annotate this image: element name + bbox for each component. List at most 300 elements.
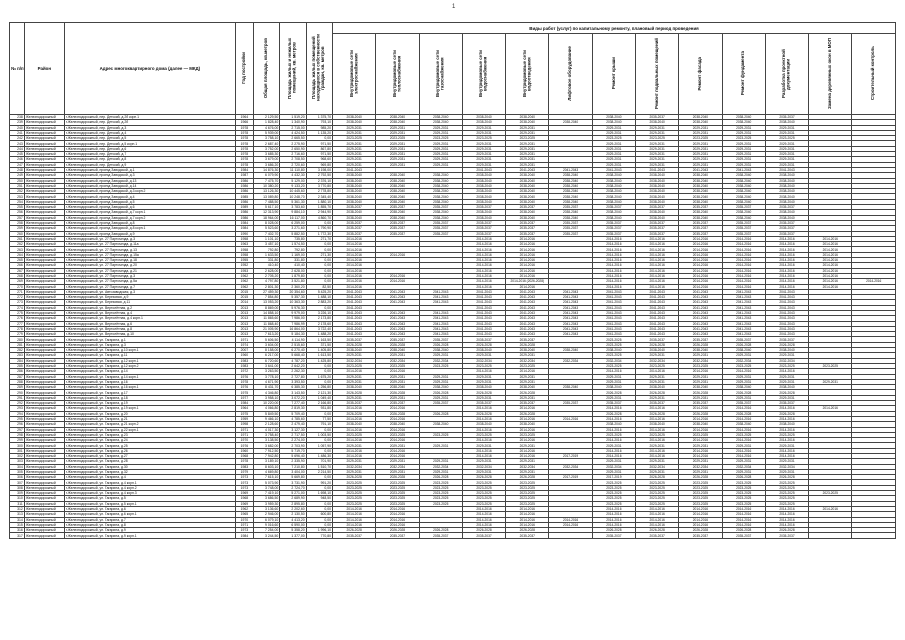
- cell-area: 792,80: [253, 247, 279, 252]
- header-area-state: Площадь жилых помещений находящихся в собственности граждан, кв. метров: [306, 23, 332, 115]
- cell-period: 2029-2031: [506, 469, 549, 474]
- cell-num: 317: [10, 533, 25, 538]
- cell-addr: г.Железнодорожный, ул. Вертолётная, д.6: [64, 321, 235, 326]
- cell-dist: Железнодорожный: [24, 295, 64, 300]
- cell-period: 2038-2040: [506, 348, 549, 353]
- cell-area: 1 633,50: [253, 252, 279, 257]
- cell-area3: 1 486,30: [306, 454, 332, 459]
- cell-area3: 2 214,50: [306, 469, 332, 474]
- cell-num: 279: [10, 332, 25, 337]
- cell-period: 2035-2037: [419, 337, 462, 342]
- cell-period: 2014-2016: [592, 512, 635, 517]
- cell-period: 2038-2040: [333, 215, 376, 220]
- cell-period: 2023-2025: [765, 136, 808, 141]
- cell-period: 2029-2031: [635, 152, 678, 157]
- cell-period: 2014-2016: [333, 517, 376, 522]
- cell-period: 2029-2031: [462, 130, 505, 135]
- cell-period: 2041-2043: [333, 300, 376, 305]
- cell-period: 2014-2016: [462, 522, 505, 527]
- cell-period: 2029-2031: [635, 353, 678, 358]
- cell-yr: 1959: [235, 416, 253, 421]
- cell-yr: 1985: [235, 194, 253, 199]
- cell-yr: 1970: [235, 517, 253, 522]
- cell-addr: г.Железнодорожный, пер. Детский, д.4: [64, 130, 235, 135]
- cell-period: 2029-2031: [679, 141, 722, 146]
- cell-yr: 1958: [235, 252, 253, 257]
- cell-period: 2014-2016: [506, 273, 549, 278]
- cell-period: 2038-2040: [679, 194, 722, 199]
- cell-area2: 4 424,50: [280, 130, 306, 135]
- cell-area3: 371,50: [306, 342, 332, 347]
- cell-period: 2032-2034: [506, 464, 549, 469]
- cell-period: 2026-2028: [506, 390, 549, 395]
- cell-period: 2038-2040: [376, 210, 419, 215]
- cell-period: 2038-2040: [462, 210, 505, 215]
- cell-period: 2029-2031: [419, 395, 462, 400]
- cell-period: 2038-2040: [679, 348, 722, 353]
- cell-period: 2029-2031: [376, 125, 419, 130]
- cell-dist: Железнодорожный: [24, 173, 64, 178]
- cell-period: 2014-2016: [462, 263, 505, 268]
- cell-period: 2041-2043: [462, 305, 505, 310]
- cell-addr: г.Железнодорожный, проезд Заводской, д.7 корп.1: [64, 210, 235, 215]
- cell-period: 2029-2031: [765, 374, 808, 379]
- cell-dist: Железнодорожный: [24, 120, 64, 125]
- cell-period: 2023-2025: [333, 432, 376, 437]
- cell-period: 2014-2016: [765, 247, 808, 252]
- cell-period: 2041-2043: [592, 289, 635, 294]
- cell-period: 2038-2040: [765, 183, 808, 188]
- cell-period: 2038-2040: [722, 348, 765, 353]
- cell-period: 2038-2040: [549, 199, 592, 204]
- cell-area: 4 017,30: [253, 427, 279, 432]
- cell-yr: 1969: [235, 501, 253, 506]
- cell-period: 2038-2040: [376, 115, 419, 120]
- cell-dist: Железнодорожный: [24, 300, 64, 305]
- cell-period: 2038-2040: [333, 199, 376, 204]
- cell-period: 2038-2040: [592, 189, 635, 194]
- cell-period: 2038-2040: [506, 178, 549, 183]
- cell-period: [852, 533, 896, 538]
- cell-period: 2038-2040: [635, 210, 678, 215]
- cell-period: 2014-2016: [592, 263, 635, 268]
- cell-period: 2014-2016: [592, 279, 635, 284]
- cell-period: 2029-2031: [506, 459, 549, 464]
- cell-area3: 2 178,60: [306, 321, 332, 326]
- cell-period: 2014-2016: [765, 448, 808, 453]
- cell-period: 2038-2040: [419, 189, 462, 194]
- cell-addr: г.Железнодорожный, ул. Гагарина, д.11: [64, 353, 235, 358]
- header-area-living: Площадь жилых и нежилых помещений, кв. метров: [280, 23, 306, 115]
- cell-period: 2023-2025: [592, 342, 635, 347]
- cell-period: 2029-2031: [765, 130, 808, 135]
- cell-period: 2023-2025: [722, 136, 765, 141]
- cell-period: 2029-2031: [333, 152, 376, 157]
- cell-area: 2 687,40: [253, 141, 279, 146]
- cell-period: 2023-2025: [809, 363, 852, 368]
- cell-num: 258: [10, 220, 25, 225]
- cell-period: 2041-2043: [549, 305, 592, 310]
- cell-period: 2023-2025: [376, 501, 419, 506]
- cell-period: 2026-2028: [506, 475, 549, 480]
- cell-yr: 1987: [235, 173, 253, 178]
- cell-area: 11 868,40: [253, 321, 279, 326]
- cell-period: 2038-2040: [765, 189, 808, 194]
- cell-yr: 1973: [235, 485, 253, 490]
- cell-addr: г.Железнодорожный, ул. Вертолётная, д.4: [64, 310, 235, 315]
- cell-period: 2038-2040: [592, 385, 635, 390]
- cell-dist: Железнодорожный: [24, 199, 64, 204]
- cell-period: 2035-2037: [462, 231, 505, 236]
- cell-period: 2038-2040: [549, 385, 592, 390]
- cell-period: 2026-2028: [679, 342, 722, 347]
- cell-period: 2032-2034: [419, 464, 462, 469]
- cell-period: 2023-2025: [333, 485, 376, 490]
- cell-area: 13 126,30: [253, 189, 279, 194]
- cell-yr: 2014: [235, 300, 253, 305]
- cell-period: 2041-2043: [592, 316, 635, 321]
- cell-num: 249: [10, 173, 25, 178]
- cell-period: 2038-2040: [765, 385, 808, 390]
- cell-period: 2014-2016: [592, 448, 635, 453]
- cell-period: 2029-2031: [765, 157, 808, 162]
- cell-period: 2029-2031: [722, 443, 765, 448]
- cell-period: 2041-2043: [462, 300, 505, 305]
- cell-period: 2014-2016: [635, 252, 678, 257]
- cell-period: 2026-2028: [679, 475, 722, 480]
- cell-period: 2038-2040: [679, 189, 722, 194]
- cell-area3: 1 488,20: [306, 332, 332, 337]
- cell-addr: г.Железнодорожный, проезд Заводской, д.8: [64, 220, 235, 225]
- cell-period: 2038-2040: [549, 210, 592, 215]
- cell-area: 3 244,50: [253, 533, 279, 538]
- cell-period: 2023-2025: [333, 501, 376, 506]
- cell-area2: 3 271,60: [280, 226, 306, 231]
- cell-period: 2014-2016: [333, 454, 376, 459]
- cell-period: 2014-2016: [765, 258, 808, 263]
- cell-yr: 1976: [235, 443, 253, 448]
- cell-addr: г.Железнодорожный, ул. 27 Партсъезда, д.20: [64, 263, 235, 268]
- cell-area: 7 419,10: [253, 491, 279, 496]
- cell-period: 2014-2016: [462, 242, 505, 247]
- cell-period: 2014-2016: [592, 517, 635, 522]
- cell-period: 2035-2037: [635, 115, 678, 120]
- cell-period: 2029-2031: [679, 469, 722, 474]
- cell-addr: г.Железнодорожный, ул. Гагарина, д.5: [64, 496, 235, 501]
- cell-period: 2038-2040: [722, 385, 765, 390]
- cell-period: 2014-2016: [376, 279, 419, 284]
- cell-period: 2035-2037: [376, 226, 419, 231]
- cell-period: 2038-2040: [679, 183, 722, 188]
- cell-period: 2023-2025: [765, 432, 808, 437]
- cell-period: 2014-2016: [376, 512, 419, 517]
- cell-area3: 3 226,10: [306, 310, 332, 315]
- cell-period: 2041-2043: [679, 332, 722, 337]
- cell-dist: Железнодорожный: [24, 469, 64, 474]
- cell-period: 2014-2016: [765, 242, 808, 247]
- cell-period: 2023-2025: [809, 491, 852, 496]
- cell-period: 2014-2016: [679, 279, 722, 284]
- cell-period: 2014-2016: [635, 247, 678, 252]
- cell-addr: г.Железнодорожный, ул. Березовая, д.11: [64, 300, 235, 305]
- cell-period: 2038-2040: [419, 385, 462, 390]
- cell-period: 2026-2028: [765, 411, 808, 416]
- cell-period: 2014-2016: [462, 252, 505, 257]
- cell-yr: 2015: [235, 295, 253, 300]
- cell-dist: Железнодорожный: [24, 305, 64, 310]
- cell-period: 2014-2016: [679, 448, 722, 453]
- cell-period: 2029-2031: [376, 162, 419, 167]
- cell-period: 2029-2031: [679, 130, 722, 135]
- cell-dist: Железнодорожный: [24, 517, 64, 522]
- cell-area: 4 676,00: [253, 125, 279, 130]
- cell-period: 2023-2025: [765, 496, 808, 501]
- cell-dist: Железнодорожный: [24, 464, 64, 469]
- cell-period: 2029-2031: [462, 469, 505, 474]
- cell-period: 2014-2016: [679, 517, 722, 522]
- cell-period: 2032-2034: [462, 464, 505, 469]
- cell-area3: 0,00: [306, 475, 332, 480]
- cell-period: 2041-2043: [462, 326, 505, 331]
- cell-period: 2029-2031: [592, 130, 635, 135]
- cell-period: 2035-2037: [765, 115, 808, 120]
- cell-period: 2038-2040: [376, 173, 419, 178]
- cell-period: 2032-2034: [549, 358, 592, 363]
- cell-period: 2014-2016: [635, 369, 678, 374]
- header-work-gas: Внутридомовые сети газоснабжения: [419, 34, 462, 115]
- cell-period: 2023-2025: [419, 363, 462, 368]
- cell-area2: 10 363,30: [280, 300, 306, 305]
- cell-area3: 931,80: [306, 406, 332, 411]
- cell-period: 2029-2031: [462, 353, 505, 358]
- cell-dist: Железнодорожный: [24, 231, 64, 236]
- cell-period: 2038-2040: [419, 210, 462, 215]
- cell-period: 2014-2016: [722, 522, 765, 527]
- cell-period: 2035-2037: [419, 226, 462, 231]
- cell-period: 2014-2016: [679, 284, 722, 289]
- cell-period: 2014-2016: [635, 427, 678, 432]
- cell-area: 4 797,80: [253, 279, 279, 284]
- cell-area: 3 758,10: [253, 136, 279, 141]
- cell-period: 2014-2016: [809, 406, 852, 411]
- cell-area3: 1 675,20: [306, 374, 332, 379]
- cell-area2: 7 986,99: [280, 321, 306, 326]
- cell-area2: 5 669,80: [280, 475, 306, 480]
- cell-period: 2038-2040: [376, 348, 419, 353]
- cell-area3: 0,00: [306, 517, 332, 522]
- cell-area2: 4 785,60: [280, 416, 306, 421]
- cell-yr: 2013: [235, 310, 253, 315]
- cell-addr: г.Железнодорожный, ул. 27 Партсъезда, д.3: [64, 273, 235, 278]
- cell-addr: г.Железнодорожный, ул. Гагарина, д.30: [64, 464, 235, 469]
- cell-period: 2041-2043: [679, 295, 722, 300]
- cell-period: 2041-2043: [679, 167, 722, 172]
- cell-period: 2029-2031: [506, 141, 549, 146]
- cell-num: 276: [10, 316, 25, 321]
- cell-period: 2014-2016: [549, 522, 592, 527]
- cell-area3: 4 860,70: [306, 215, 332, 220]
- cell-num: 265: [10, 258, 25, 263]
- cell-period: 2029-2031: [592, 157, 635, 162]
- cell-num: 302: [10, 454, 25, 459]
- cell-yr: 1955: [235, 258, 253, 263]
- cell-period: 2014-2016: [722, 284, 765, 289]
- cell-period: 2035-2037: [549, 226, 592, 231]
- cell-period: 2038-2040: [462, 194, 505, 199]
- cell-area: 8 869,00: [253, 305, 279, 310]
- cell-period: 2014-2016: [506, 517, 549, 522]
- cell-dist: Железнодорожный: [24, 491, 64, 496]
- cell-period: 2038-2040: [765, 199, 808, 204]
- cell-area2: 10 445,60: [280, 189, 306, 194]
- cell-dist: Железнодорожный: [24, 485, 64, 490]
- cell-area3: 0,00: [306, 273, 332, 278]
- cell-yr: 1971: [235, 522, 253, 527]
- cell-period: 2038-2040: [419, 348, 462, 353]
- cell-num: 308: [10, 485, 25, 490]
- cell-dist: Железнодорожный: [24, 115, 64, 120]
- cell-dist: Железнодорожный: [24, 252, 64, 257]
- cell-area: 8 158,00: [253, 348, 279, 353]
- cell-dist: Железнодорожный: [24, 390, 64, 395]
- cell-period: 2035-2037: [506, 220, 549, 225]
- cell-period: 2038-2040: [419, 115, 462, 120]
- cell-period: 2041-2043: [419, 316, 462, 321]
- cell-period: 2026-2028: [333, 390, 376, 395]
- cell-period: 2038-2040: [765, 178, 808, 183]
- cell-period: 2029-2031: [635, 469, 678, 474]
- cell-area: 8 603,10: [253, 464, 279, 469]
- cell-dist: Железнодорожный: [24, 454, 64, 459]
- cell-period: 2026-2028: [419, 475, 462, 480]
- cell-area2: 2 895,80: [280, 501, 306, 506]
- header-work-windows: Замена деревянных окон в МОП: [809, 34, 852, 115]
- cell-yr: 1962: [235, 284, 253, 289]
- cell-period: 2014-2016: [765, 273, 808, 278]
- cell-period: 2035-2037: [635, 401, 678, 406]
- cell-area3: 770,80: [306, 533, 332, 538]
- cell-period: 2014-2016: [635, 279, 678, 284]
- cell-period: 2026-2028: [333, 528, 376, 533]
- cell-yr: 1965: [235, 512, 253, 517]
- cell-period: 2041-2043: [549, 167, 592, 172]
- cell-dist: Железнодорожный: [24, 215, 64, 220]
- cell-dist: Железнодорожный: [24, 395, 64, 400]
- cell-period: 2017-2019: [549, 475, 592, 480]
- cell-period: 2041-2043: [592, 167, 635, 172]
- cell-period: 2029-2031: [419, 353, 462, 358]
- cell-dist: Железнодорожный: [24, 326, 64, 331]
- cell-period: 2035-2037: [419, 401, 462, 406]
- cell-area3: 1 425,80: [306, 358, 332, 363]
- cell-yr: 1952: [235, 263, 253, 268]
- cell-period: 2014-2016: [809, 273, 852, 278]
- cell-period: 2029-2031: [635, 162, 678, 167]
- cell-period: 2014-2016: [679, 258, 722, 263]
- cell-area2: 735,80: [280, 236, 306, 241]
- cell-period: 2041-2043: [765, 310, 808, 315]
- cell-period: 2029-2031: [722, 162, 765, 167]
- cell-period: 2029-2031: [376, 353, 419, 358]
- cell-num: 315: [10, 522, 25, 527]
- cell-yr: 1976: [235, 385, 253, 390]
- cell-dist: Железнодорожный: [24, 480, 64, 485]
- cell-period: 2038-2040: [679, 215, 722, 220]
- cell-period: 2041-2043: [722, 332, 765, 337]
- cell-period: 2038-2040: [462, 173, 505, 178]
- cell-period: 2029-2031: [679, 146, 722, 151]
- cell-period: 2038-2040: [419, 215, 462, 220]
- cell-yr: 1977: [235, 395, 253, 400]
- cell-period: 2029-2031: [722, 141, 765, 146]
- cell-area2: 1 574,50: [280, 242, 306, 247]
- cell-period: 2014-2016: [376, 454, 419, 459]
- cell-period: 2029-2031: [506, 443, 549, 448]
- cell-period: 2035-2037: [333, 226, 376, 231]
- cell-period: 2041-2043: [549, 321, 592, 326]
- cell-period: 2041-2043: [635, 321, 678, 326]
- cell-area: 2 801,30: [253, 284, 279, 289]
- cell-addr: г.Железнодорожный, ул. Гагарина, д.4: [64, 475, 235, 480]
- cell-period: 2035-2037: [765, 220, 808, 225]
- cell-period: 2026-2028: [376, 390, 419, 395]
- cell-period: 2029-2031: [592, 125, 635, 130]
- cell-period: 2032-2034: [592, 358, 635, 363]
- cell-addr: г.Железнодорожный, ул. Гагарина, д.21: [64, 416, 235, 421]
- cell-period: 2023-2025: [462, 480, 505, 485]
- cell-period: 2038-2040: [462, 385, 505, 390]
- cell-area: 3 138,50: [253, 438, 279, 443]
- cell-dist: Железнодорожный: [24, 279, 64, 284]
- cell-num: 253: [10, 194, 25, 199]
- cell-area: 3 457,10: [253, 242, 279, 247]
- header-district: Район: [24, 23, 64, 115]
- cell-period: 2038-2040: [679, 422, 722, 427]
- cell-num: 282: [10, 348, 25, 353]
- cell-period: 2035-2037: [419, 205, 462, 210]
- cell-period: 2026-2028: [722, 475, 765, 480]
- cell-area3: 5 425,20: [306, 289, 332, 294]
- cell-yr: 2013: [235, 332, 253, 337]
- cell-period: 2014-2016: [722, 247, 765, 252]
- cell-area: 3 641,00: [253, 363, 279, 368]
- cell-period: 2038-2040: [419, 199, 462, 204]
- cell-period: 2029-2031: [635, 379, 678, 384]
- cell-period: 2014-2016: [635, 454, 678, 459]
- cell-period: 2035-2037: [506, 533, 549, 538]
- cell-period: 2014-2016: [722, 236, 765, 241]
- cell-period: 2014-2016: [506, 284, 549, 289]
- cell-dist: Железнодорожный: [24, 369, 64, 374]
- cell-period: 2029-2031: [419, 152, 462, 157]
- cell-period: 2014-2016: [462, 236, 505, 241]
- cell-period: 2029-2031: [679, 353, 722, 358]
- cell-period: 2038-2040: [592, 422, 635, 427]
- cell-period: 2029-2031: [419, 141, 462, 146]
- cell-addr: г.Железнодорожный, ул. 27 Партсъезда, д.13: [64, 247, 235, 252]
- cell-period: 2029-2031: [765, 379, 808, 384]
- cell-period: 2035-2037: [462, 220, 505, 225]
- cell-period: 2014-2016: [592, 506, 635, 511]
- cell-addr: г.Железнодорожный, ул. Гагарина, д.19 корп.1: [64, 406, 235, 411]
- cell-area3: 968,60: [306, 157, 332, 162]
- cell-addr: г.Железнодорожный, ул. Гагарина, д.5 корп.1: [64, 501, 235, 506]
- cell-period: 2041-2043: [506, 321, 549, 326]
- cell-area3: 0,00: [306, 522, 332, 527]
- cell-num: 313: [10, 512, 25, 517]
- cell-period: 2041-2043: [722, 167, 765, 172]
- cell-period: 2014-2016: [635, 242, 678, 247]
